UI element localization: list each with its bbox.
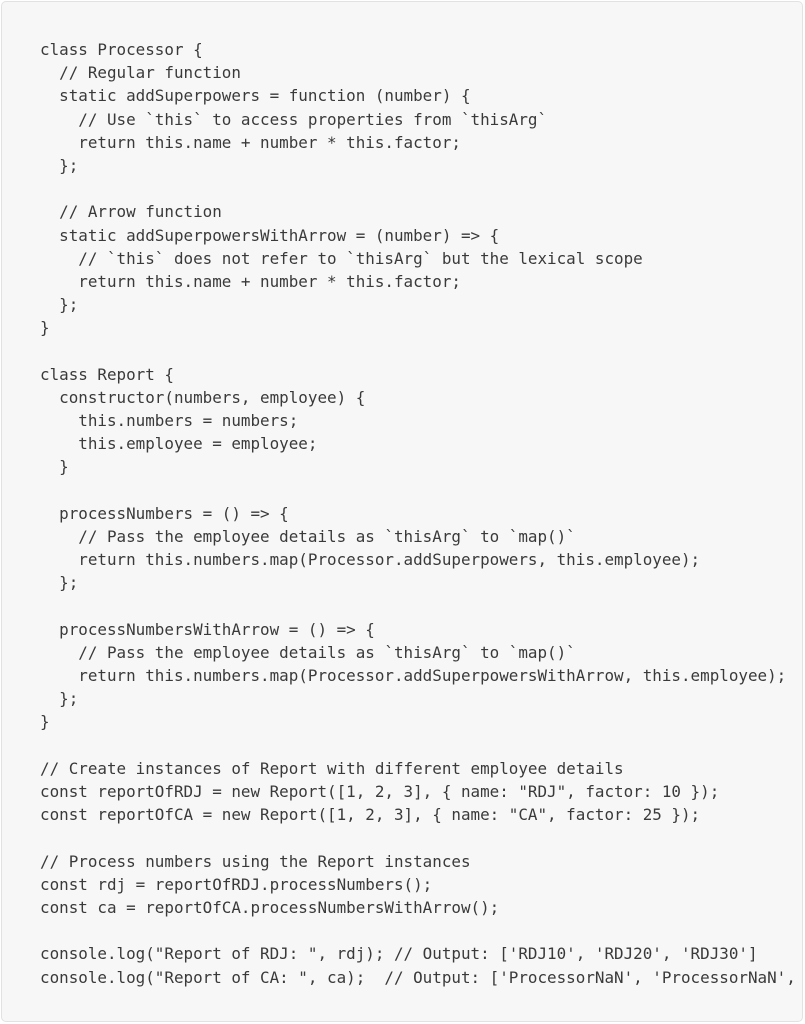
- code-line: return this.name + number * this.factor;: [40, 132, 461, 152]
- code-line: [40, 734, 796, 757]
- code-line: // Create instances of Report with different employee details: [40, 758, 624, 778]
- code-line: return this.numbers.map(Processor.addSuperpowersWithArrow, this.employee);: [40, 666, 787, 686]
- code-line: // `this` does not refer to `thisArg` but the lexical scope: [40, 248, 643, 268]
- code-line: // Arrow function: [40, 202, 222, 222]
- code-line: processNumbersWithArrow = () => {: [40, 619, 375, 639]
- code-line: [40, 339, 796, 362]
- code-line: const reportOfRDJ = new Report([1, 2, 3], { name: "RDJ", factor: 10 });: [40, 782, 720, 801]
- code-line: constructor(numbers, employee) {: [40, 387, 366, 407]
- code-content[interactable]: [40, 38, 796, 989]
- code-line: const rdj = reportOfRDJ.processNumbers();: [40, 874, 433, 894]
- code-line: processNumbers = () => {: [40, 503, 289, 523]
- code-line: };: [40, 689, 79, 709]
- code-block: [1, 1, 803, 1022]
- code-line: this.employee = employee;: [40, 434, 318, 454]
- code-line: // Pass the employee details as `thisArg` to `map()`: [40, 642, 576, 662]
- code-line: }: [40, 318, 50, 338]
- code-line: [40, 826, 796, 849]
- code-line: [40, 595, 796, 618]
- code-line: };: [40, 155, 79, 175]
- code-line: // Use `this` to access properties from `thisArg`: [40, 109, 548, 129]
- code-line: [40, 919, 796, 942]
- code-line: console.log("Report of CA: ", ca); // Output: ['ProcessorNaN', 'ProcessorNaN',: [40, 967, 796, 987]
- code-line: }: [40, 712, 50, 732]
- code-line: class Report {: [40, 364, 174, 384]
- code-line: const ca = reportOfCA.processNumbersWithArrow();: [40, 897, 500, 917]
- code-line: // Regular function: [40, 63, 241, 83]
- code-line: console.log("Report of RDJ: ", rdj); // Output: ['RDJ10', 'RDJ20', 'RDJ30']: [40, 944, 758, 964]
- code-line: // Pass the employee details as `thisArg` to `map()`: [40, 526, 576, 546]
- code-line: this.numbers = numbers;: [40, 411, 299, 430]
- code-line: // Process numbers using the Report instances: [40, 851, 471, 871]
- code-line: class Processor {: [40, 40, 203, 59]
- code-line: const reportOfCA = new Report([1, 2, 3], { name: "CA", factor: 25 });: [40, 805, 701, 825]
- code-line: }: [40, 457, 69, 477]
- code-line: [40, 177, 796, 200]
- code-line: return this.numbers.map(Processor.addSuperpowers, this.employee);: [40, 550, 701, 570]
- code-line: [40, 479, 796, 502]
- code-line: };: [40, 573, 79, 593]
- code-line: };: [40, 295, 79, 315]
- code-line: static addSuperpowersWithArrow = (number) => {: [40, 225, 500, 245]
- code-line: return this.name + number * this.factor;: [40, 271, 461, 291]
- code-line: static addSuperpowers = function (number) {: [40, 86, 471, 106]
